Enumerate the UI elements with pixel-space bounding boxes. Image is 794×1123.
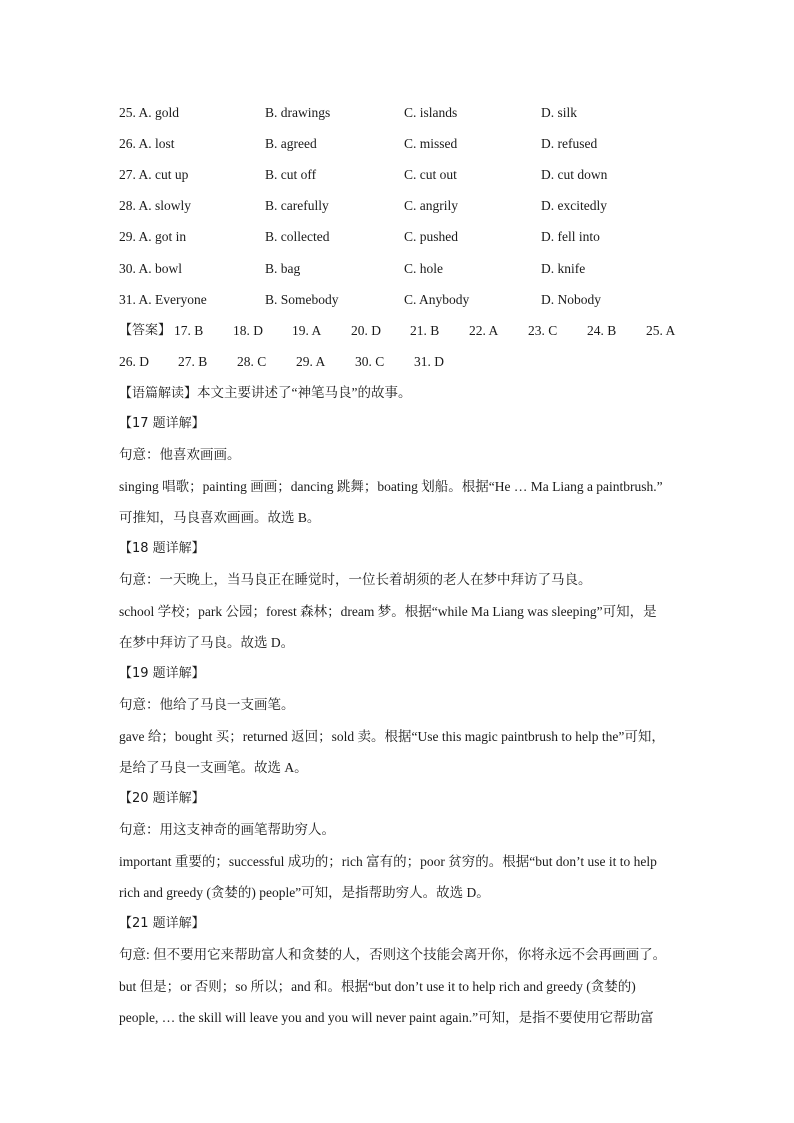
option-b: B. cut off (265, 167, 317, 182)
answer-item: 31. D (414, 354, 444, 369)
option-d: D. excitedly (541, 198, 607, 213)
answer-item: 22. A (469, 323, 499, 338)
section-heading: 【17 题详解】 (119, 416, 205, 431)
option-d: D. Nobody (541, 292, 601, 307)
answer-item: 27. B (178, 354, 208, 369)
answer-label: 【答案】 (119, 323, 172, 338)
answer-item: 19. A (292, 323, 322, 338)
answer-item: 20. D (351, 323, 381, 338)
option-d: D. refused (541, 136, 598, 151)
explanation-line: people, … the skill will leave you and you will never paint again.”可知，是指不要使用它帮助富 (119, 1010, 654, 1025)
option-d: D. fell into (541, 229, 600, 244)
answer-item: 26. D (119, 354, 149, 369)
explanation-line: singing 唱歌；painting 画画；dancing 跳舞；boating 划船。根据“He … Ma Liang a paintbrush.” (119, 479, 663, 494)
option-b: B. carefully (265, 198, 329, 213)
option-c: C. islands (404, 105, 458, 120)
passage-text: 本文主要讲述了“神笔马良”的故事。 (197, 385, 412, 400)
explanation-line: but 但是；or 否则；so 所以；and 和。根据“but don’t use it to help rich and greedy (贪婪的) (119, 979, 636, 994)
option-c: C. cut out (404, 167, 457, 182)
answer-row (119, 353, 689, 371)
question-options-row (119, 135, 719, 153)
section-heading: 【21 题详解】 (119, 916, 205, 931)
sentence-meaning: 句意：他给了马良一支画笔。 (119, 697, 295, 712)
question-options-row (119, 228, 719, 246)
answer-item: 18. D (233, 323, 263, 338)
section-heading: 【20 题详解】 (119, 791, 205, 806)
option-c: C. Anybody (404, 292, 470, 307)
answer-item: 23. C (528, 323, 558, 338)
explanation-line: 是给了马良一支画笔。故选 A。 (119, 760, 308, 775)
answer-row (119, 322, 689, 340)
option-c: C. missed (404, 136, 458, 151)
sentence-meaning: 句意：用这支神奇的画笔帮助穷人。 (119, 822, 335, 837)
answer-item: 17. B (174, 323, 204, 338)
option-a: 30. A. bowl (119, 261, 183, 276)
option-a: 26. A. lost (119, 136, 175, 151)
section-heading: 【19 题详解】 (119, 666, 205, 681)
answer-item: 29. A (296, 354, 326, 369)
option-b: B. Somebody (265, 292, 339, 307)
question-options-row (119, 291, 719, 309)
option-c: C. pushed (404, 229, 458, 244)
question-options-row (119, 166, 719, 184)
answer-item: 21. B (410, 323, 440, 338)
option-b: B. drawings (265, 105, 331, 120)
question-options-row (119, 197, 719, 215)
option-b: B. collected (265, 229, 330, 244)
option-b: B. agreed (265, 136, 317, 151)
answer-item: 30. C (355, 354, 385, 369)
question-options-row (119, 260, 719, 278)
option-a: 31. A. Everyone (119, 292, 207, 307)
option-a: 29. A. got in (119, 229, 187, 244)
option-d: D. knife (541, 261, 586, 276)
sentence-meaning: 句意: 但不要用它来帮助富人和贪婪的人，否则这个技能会离开你，你将永远不会再画画了。 (119, 947, 667, 962)
option-c: C. angrily (404, 198, 458, 213)
explanation-line: school 学校；park 公园；forest 森林；dream 梦。根据“while Ma Liang was sleeping”可知，是 (119, 604, 657, 619)
section-heading: 【18 题详解】 (119, 541, 205, 556)
option-a: 28. A. slowly (119, 198, 192, 213)
explanation-line: 可推知，马良喜欢画画。故选 B。 (119, 510, 321, 525)
option-d: D. silk (541, 105, 578, 120)
option-d: D. cut down (541, 167, 608, 182)
option-a: 27. A. cut up (119, 167, 189, 182)
answer-item: 28. C (237, 354, 267, 369)
option-b: B. bag (265, 261, 301, 276)
option-c: C. hole (404, 261, 443, 276)
explanation-line: rich and greedy (贪婪的) people”可知，是指帮助穷人。故选 D。 (119, 885, 490, 900)
explanation-line: gave 给；bought 买；returned 返回；sold 卖。根据“Use this magic paintbrush to help the”可知， (119, 729, 665, 744)
passage-summary (119, 384, 412, 403)
explanation-line: important 重要的；successful 成功的；rich 富有的；poor 贫穷的。根据“but don’t use it to help (119, 854, 657, 869)
answer-item: 24. B (587, 323, 617, 338)
answer-item: 25. A (646, 323, 676, 338)
sentence-meaning: 句意：他喜欢画画。 (119, 447, 241, 462)
question-options-row (119, 104, 719, 122)
sentence-meaning: 句意：一天晚上，当马良正在睡觉时，一位长着胡须的老人在梦中拜访了马良。 (119, 572, 592, 587)
passage-label: 【语篇解读】 (119, 386, 198, 401)
explanation-line: 在梦中拜访了马良。故选 D。 (119, 635, 295, 650)
option-a: 25. A. gold (119, 105, 180, 120)
